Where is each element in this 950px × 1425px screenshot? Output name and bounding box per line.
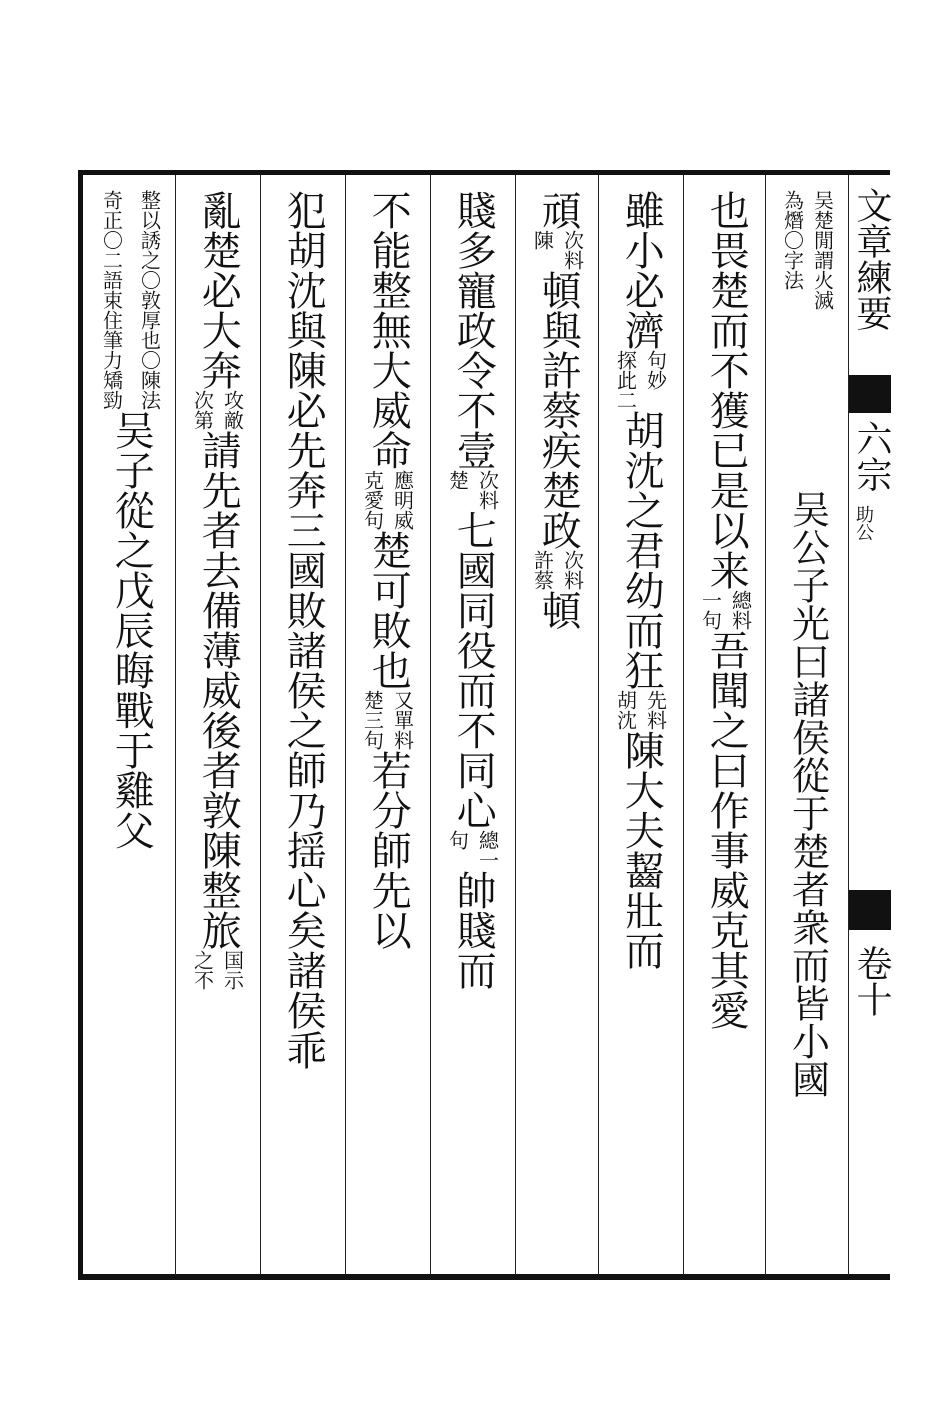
text-column (350, 190, 425, 950)
annotation-line: 陳 (530, 230, 555, 250)
annotation (614, 690, 668, 730)
annotation-line: 次料 (475, 470, 500, 510)
column-rule (765, 175, 766, 1275)
main-text: 頓 (535, 590, 582, 630)
annotation-line: 整以誘之〇敦厚也〇陳法 (137, 190, 162, 410)
annotation-line: 探此二 (613, 350, 638, 410)
column-rule (260, 175, 261, 1275)
annotation-line: 楚三句 (360, 690, 385, 750)
annotation (446, 470, 500, 510)
annotation (361, 470, 415, 530)
annotation-line: 楚 (445, 470, 470, 490)
column-rule (175, 175, 176, 1275)
annotation (361, 690, 415, 750)
column-rule (515, 175, 516, 1275)
column-rule (598, 175, 599, 1275)
margin-strip (848, 175, 892, 1275)
main-text: 陳大夫齧壯而 (618, 730, 665, 970)
main-text: 賤多寵政令不壹 (450, 190, 497, 470)
annotation-line: 国示 (220, 950, 245, 990)
main-text: 吴子從之戊辰晦戰于雞父 (108, 410, 155, 850)
volume-label: 卷十 (851, 945, 892, 1017)
margin-band (849, 375, 891, 413)
main-text: 頓與許蔡疾楚政 (535, 270, 582, 550)
annotation (191, 390, 245, 430)
annotation-line: 句 (445, 830, 470, 850)
section-title: 六宗 (851, 420, 892, 492)
main-text: 犯胡沈與陳必先奔三國敗諸侯之師乃揺心矣諸侯乖 (280, 190, 327, 1070)
text-column (688, 190, 763, 1030)
annotation-line: 攻敵 (220, 390, 245, 430)
text-column (603, 190, 678, 970)
text-column (770, 490, 845, 1098)
text-column (435, 190, 510, 990)
annotation (699, 590, 753, 630)
annotation-line: 為熸〇字法 (780, 190, 805, 290)
annotation (781, 190, 835, 310)
book-title: 文章練要 (851, 187, 892, 331)
main-text: 胡沈之君幼而狂 (618, 410, 665, 690)
annotation-line: 應明威 (390, 470, 415, 530)
annotation-line: 次第 (190, 390, 215, 430)
text-column (265, 190, 340, 1070)
annotation-line: 奇正〇二語束住筆力矯勁 (99, 190, 124, 410)
main-text: 雖小必濟 (618, 190, 665, 350)
annotation (614, 350, 668, 410)
annotation-line: 吴楚閒謂火滅 (810, 190, 835, 310)
margin-band (849, 890, 891, 930)
annotation-line: 句妙 (643, 350, 668, 390)
section-subtitle: 助公 (853, 505, 874, 541)
annotation-line: 胡沈 (613, 690, 638, 730)
annotation-line: 總一 (475, 830, 500, 870)
annotation-line: 克愛句 (360, 470, 385, 530)
annotation-line: 總料 (728, 590, 753, 630)
column-rule (345, 175, 346, 1275)
column-rule (683, 175, 684, 1275)
column-rule (430, 175, 431, 1275)
annotation-line: 先料 (643, 690, 668, 730)
annotation (100, 190, 162, 410)
annotation (531, 230, 585, 270)
annotation-line: 次料 (560, 230, 585, 270)
main-text: 不能整無大威命 (365, 190, 412, 470)
text-column (88, 190, 173, 850)
main-text: 楚可敗也 (365, 530, 412, 690)
main-text: 帥賤而 (450, 870, 497, 990)
annotation-line: 一句 (698, 590, 723, 630)
text-column (180, 190, 255, 990)
text-column (520, 190, 595, 630)
text-column (770, 190, 845, 310)
annotation (191, 950, 245, 990)
main-text: 亂楚必大奔 (195, 190, 242, 390)
annotation-line: 次料 (560, 550, 585, 590)
annotation (531, 550, 585, 590)
annotation (446, 830, 500, 870)
annotation-line: 之不 (190, 950, 215, 990)
main-text: 吴公子光曰諸侯從于楚者衆而皆小國 (785, 490, 830, 1098)
main-text: 七國同役而不同心 (450, 510, 497, 830)
main-text: 請先者去備薄威後者敦陳整旅 (195, 430, 242, 950)
main-text: 若分師先以 (365, 750, 412, 950)
main-text: 也畏楚而不獲已是以来 (703, 190, 750, 590)
main-text: 吾聞之曰作事威克其愛 (703, 630, 750, 1030)
annotation-line: 又單料 (390, 690, 415, 750)
annotation-line: 許蔡 (530, 550, 555, 590)
main-text: 頑 (535, 190, 582, 230)
